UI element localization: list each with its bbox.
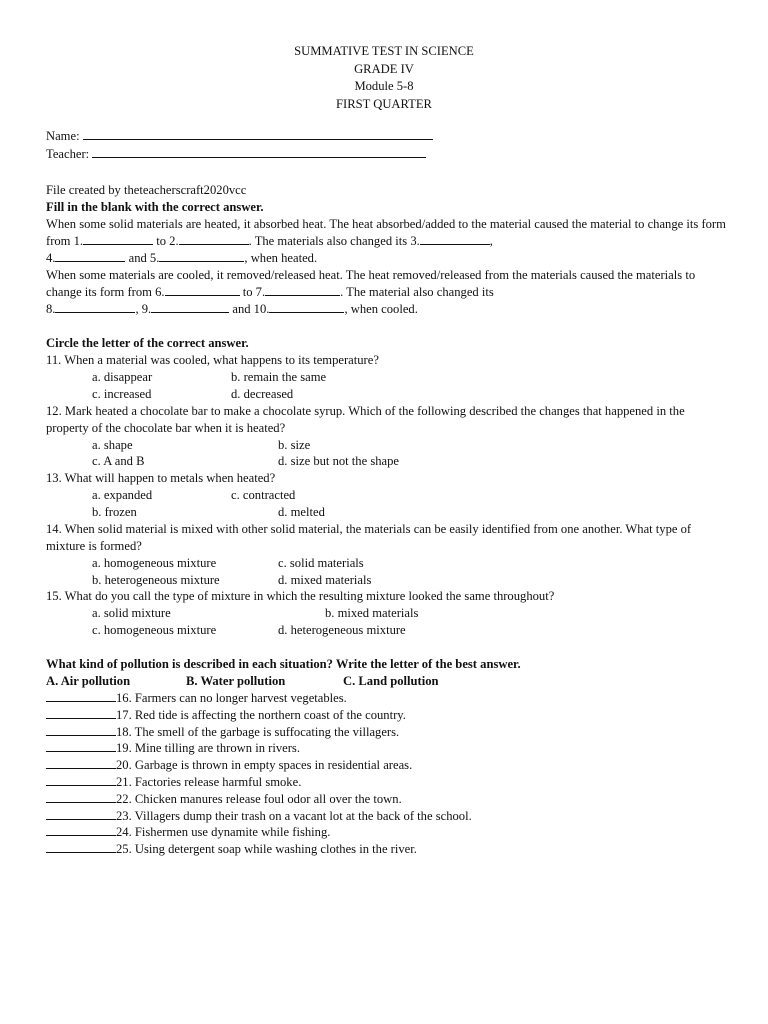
q13-option-d: d. melted bbox=[278, 504, 325, 519]
q11-options-row2 bbox=[46, 386, 726, 403]
blank-6 bbox=[165, 284, 240, 296]
answer-blank bbox=[46, 774, 116, 786]
blank-8 bbox=[55, 301, 135, 313]
paragraph-text: When some materials are cooled, it removed/released heat. The heat removed/released from the materials caused the materials to change its form from 6. bbox=[46, 268, 696, 299]
q11-options-row1 bbox=[46, 369, 726, 386]
paragraph-text: , when cooled. bbox=[344, 302, 418, 316]
paragraph-text: 4. bbox=[46, 251, 56, 265]
category-water: B. Water pollution bbox=[186, 673, 286, 688]
q14-option-b: b. heterogeneous mixture bbox=[92, 572, 220, 587]
question-13: 13. What will happen to metals when heated? bbox=[46, 471, 276, 486]
student-info bbox=[46, 127, 433, 163]
part1-instruction: Fill in the blank with the correct answer. bbox=[46, 200, 264, 214]
q14-options-row1 bbox=[46, 555, 726, 572]
q13-option-b: b. frozen bbox=[92, 504, 137, 519]
q15-option-d: d. heterogeneous mixture bbox=[278, 623, 406, 638]
pollution-items bbox=[46, 690, 726, 858]
paragraph-text: . The material also changed its bbox=[340, 285, 494, 299]
worksheet-header bbox=[0, 43, 768, 113]
paragraph-text: to 2. bbox=[153, 234, 179, 248]
pollution-item bbox=[46, 740, 726, 757]
blank-10 bbox=[269, 301, 344, 313]
pollution-item bbox=[46, 791, 726, 808]
item-text: 17. Red tide is affecting the northern coast of the country. bbox=[116, 707, 406, 722]
quarter-label: FIRST QUARTER bbox=[336, 96, 432, 111]
question-11: 11. When a material was cooled, what happens to its temperature? bbox=[46, 353, 379, 367]
q11-option-a: a. disappear bbox=[92, 370, 153, 384]
name-label: Name: bbox=[46, 129, 80, 143]
pollution-item bbox=[46, 774, 726, 791]
teacher-line bbox=[92, 145, 426, 158]
q12-option-d: d. size but not the shape bbox=[278, 454, 400, 469]
q12-option-b: b. size bbox=[278, 437, 311, 452]
blank-1 bbox=[83, 233, 153, 245]
item-text: 19. Mine tilling are thrown in rivers. bbox=[116, 741, 300, 756]
part1-paragraph-heated bbox=[46, 216, 726, 267]
category-land: C. Land pollution bbox=[343, 673, 439, 688]
q15-option-a: a. solid mixture bbox=[92, 606, 171, 621]
paragraph-text: , 9. bbox=[135, 302, 152, 316]
item-text: 23. Villagers dump their trash on a vacant lot at the back of the school. bbox=[116, 808, 472, 823]
q14-option-d: d. mixed materials bbox=[278, 572, 372, 587]
q12-options-row2 bbox=[46, 453, 726, 470]
q13-option-a: a. expanded bbox=[92, 488, 153, 503]
pollution-item bbox=[46, 707, 726, 724]
q13-options-row2 bbox=[46, 504, 726, 521]
module-label: Module 5-8 bbox=[354, 79, 414, 93]
item-text: 21. Factories release harmful smoke. bbox=[116, 774, 302, 789]
blank-7 bbox=[265, 284, 340, 296]
item-text: 25. Using detergent soap while washing clothes in the river. bbox=[116, 842, 417, 857]
answer-blank bbox=[46, 791, 116, 803]
q14-option-a: a. homogeneous mixture bbox=[92, 555, 217, 570]
item-text: 24. Fishermen use dynamite while fishing. bbox=[116, 825, 331, 840]
question-14: 14. When solid material is mixed with other solid material, the materials can be easily identified from one another. What type of mixture is formed? bbox=[46, 521, 692, 553]
q12-options-row1 bbox=[46, 437, 726, 454]
grade-label: GRADE IV bbox=[354, 61, 414, 76]
q11-option-c: c. increased bbox=[92, 386, 152, 401]
answer-blank bbox=[46, 740, 116, 752]
q15-options-row2 bbox=[46, 622, 726, 639]
part2-instruction: Circle the letter of the correct answer. bbox=[46, 336, 249, 350]
paragraph-text: and 10. bbox=[229, 302, 270, 316]
blank-3 bbox=[420, 233, 490, 245]
q11-option-b: b. remain the same bbox=[231, 370, 327, 384]
answer-blank bbox=[46, 724, 116, 736]
question-15: 15. What do you call the type of mixture in which the resulting mixture looked the same throughout? bbox=[46, 589, 555, 604]
pollution-categories bbox=[46, 673, 726, 690]
paragraph-text: to 7. bbox=[239, 285, 266, 299]
paragraph-text: and 5. bbox=[125, 251, 160, 265]
worksheet-body bbox=[46, 182, 726, 858]
name-line bbox=[83, 127, 433, 140]
q14-option-c: c. solid materials bbox=[278, 555, 364, 570]
item-text: 20. Garbage is thrown in empty spaces in residential areas. bbox=[116, 758, 413, 773]
item-text: 16. Farmers can no longer harvest vegetables. bbox=[116, 690, 347, 705]
paragraph-text: , bbox=[489, 234, 493, 248]
q11-option-d: d. decreased bbox=[231, 386, 294, 401]
blank-5 bbox=[159, 250, 244, 262]
q15-option-b: b. mixed materials bbox=[325, 606, 419, 621]
pollution-item bbox=[46, 824, 726, 841]
blank-4 bbox=[55, 250, 125, 262]
q14-options-row2 bbox=[46, 572, 726, 589]
answer-blank bbox=[46, 824, 116, 836]
paragraph-text: . The materials also changed its 3. bbox=[248, 234, 420, 248]
paragraph-text: , when heated. bbox=[244, 251, 318, 265]
q15-option-c: c. homogeneous mixture bbox=[92, 623, 217, 638]
pollution-item bbox=[46, 757, 726, 774]
paragraph-text: 8. bbox=[46, 302, 56, 316]
item-text: 22. Chicken manures release foul odor all over the town. bbox=[116, 791, 402, 806]
answer-blank bbox=[46, 808, 116, 820]
q12-option-a: a. shape bbox=[92, 437, 133, 452]
pollution-item bbox=[46, 841, 726, 858]
answer-blank bbox=[46, 757, 116, 769]
pollution-item bbox=[46, 690, 726, 707]
part1-paragraph-cooled bbox=[46, 267, 726, 318]
name-row bbox=[46, 127, 433, 145]
pollution-item bbox=[46, 724, 726, 741]
part3-instruction: What kind of pollution is described in each situation? Write the letter of the best answer. bbox=[46, 656, 521, 671]
item-text: 18. The smell of the garbage is suffocating the villagers. bbox=[116, 724, 400, 739]
answer-blank bbox=[46, 690, 116, 702]
q13-option-c: c. contracted bbox=[231, 488, 296, 503]
q13-options-row1 bbox=[46, 487, 726, 504]
q12-option-c: c. A and B bbox=[92, 454, 145, 469]
question-12: 12. Mark heated a chocolate bar to make a chocolate syrup. Which of the following described the changes that happened in the property of the chocolate bar when it is heated? bbox=[46, 403, 685, 435]
blank-2 bbox=[179, 233, 249, 245]
category-air: A. Air pollution bbox=[46, 673, 131, 688]
teacher-label: Teacher: bbox=[46, 147, 90, 161]
pollution-item bbox=[46, 808, 726, 825]
q15-options-row1 bbox=[46, 605, 726, 622]
paragraph-text: When some solid materials are heated, it absorbed heat. The heat absorbed/added to the material caused the material to change its form from 1. bbox=[46, 217, 726, 248]
answer-blank bbox=[46, 707, 116, 719]
blank-9 bbox=[151, 301, 229, 313]
answer-blank bbox=[46, 841, 116, 853]
file-credit: File created by theteacherscraft2020vcc bbox=[46, 183, 247, 197]
test-title: SUMMATIVE TEST IN SCIENCE bbox=[294, 44, 474, 58]
teacher-row bbox=[46, 145, 433, 163]
